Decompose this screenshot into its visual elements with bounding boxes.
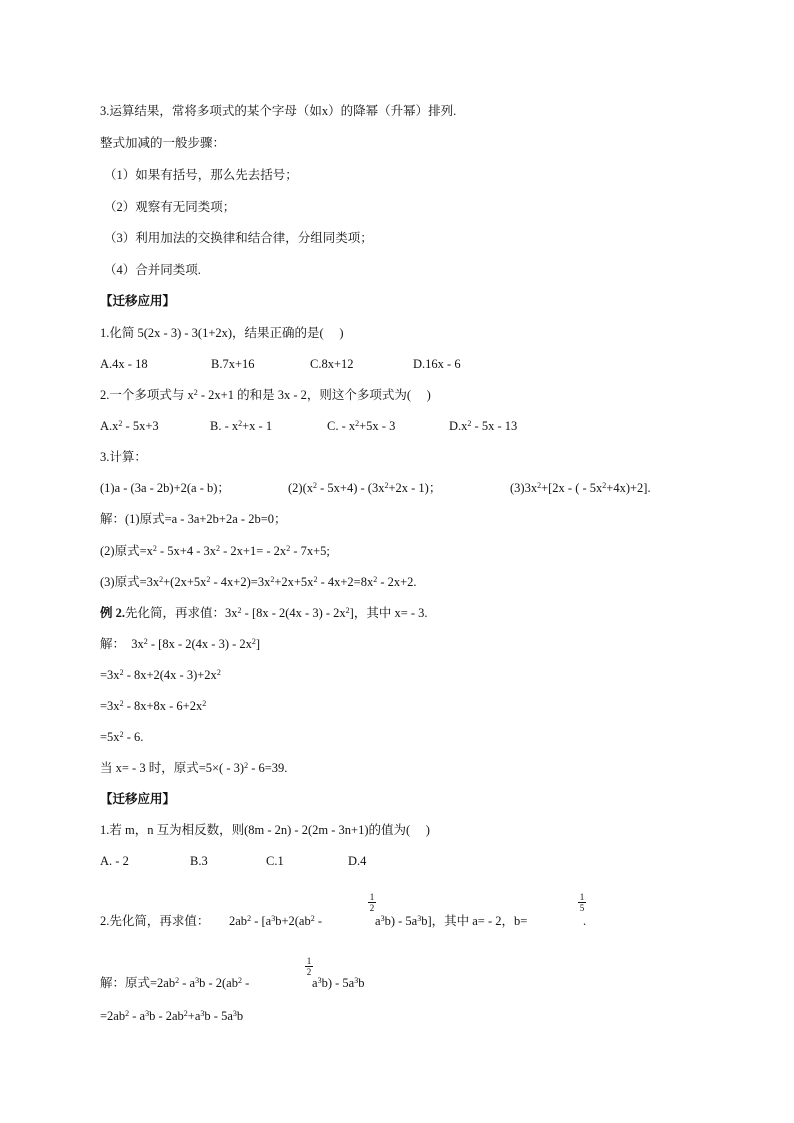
question-5-expr-a: $2ab^2 - [a^3b+2(ab^2$ -	[229, 914, 322, 928]
question-5-end: .	[583, 914, 587, 928]
option-a: A.4x - 18	[100, 357, 148, 371]
solution-2: (2)原式$=x^2 - 5x+4 - 3x^2 - 2x+1= - 2x^2 - 7x+5$;	[100, 544, 330, 558]
solution-3: (3)原式$=3x^2+(2x+5x^2 - 4x+2)=3x^2+2x+5x^2 - 4x+2=8x^2 - 2x+2$.	[100, 575, 417, 589]
question-5-expr-b: $a^3b) - 5a^3b$]，其中 a= - 2，b=	[375, 914, 528, 928]
example-2-result: 当 x= - 3 时，原式=5×( - 3)$^2$ - 6=39.	[100, 761, 288, 775]
step-3: （3）利用加法的交换律和结合律，分组同类项；	[104, 231, 373, 245]
question-5-solution-2: $=2ab^2 - a^3b - 2ab^2+a^3b - 5a^3b$	[100, 1009, 244, 1023]
fraction-one-half-2: 1 2	[306, 956, 312, 977]
steps-heading: 整式加减的一般步骤：	[100, 136, 226, 150]
example-2-step-4: $=5x^2 - 6$.	[100, 730, 144, 744]
question-5-solution-1b: $a^3b) - 5a^3b$	[312, 976, 365, 990]
step-2: （2）观察有无同类项；	[104, 200, 236, 214]
option-a: $A.x^2 - 5x+3$	[100, 419, 159, 433]
step-4: （4）合并同类项.	[104, 263, 201, 277]
option-d: D.4	[348, 854, 367, 868]
option-b: B.3	[190, 854, 208, 868]
question-3: 3.计算：	[100, 450, 147, 464]
fraction-one-half: 1 2	[369, 892, 375, 913]
example-2-step-1: 解： $3x^2 - [8x - 2(4x - 3) - 2x^2]$	[100, 637, 261, 651]
part-3: $(3)3x^2+[2x$ - ( - $5x^2+4x)+2$].	[510, 481, 651, 495]
rule-line-3: 3.运算结果，常将多项式的某个字母（如x）的降幂（升幂）排列.	[100, 104, 457, 118]
section-heading-transfer-1: 【迁移应用】	[100, 294, 176, 308]
option-c: C.1	[266, 854, 284, 868]
question-4: 1.若 m，n 互为相反数，则(8m - 2n) - 2(2m - 3n+1)的值为( )	[100, 823, 430, 837]
question-2: 2.一个多项式与 $x^2 - 2x+1$ 的和是 3x - 2，则这个多项式为( )	[100, 388, 431, 402]
option-c: C. - $x^2+5x - 3$	[327, 419, 396, 433]
example-2-step-2: $=3x^2 - 8x+2(4x - 3)+2x^2$	[100, 668, 221, 682]
fraction-one-fifth: 1 5	[579, 892, 585, 913]
question-1: 1.化简 5(2x - 3) - 3(1+2x)，结果正确的是( )	[100, 326, 344, 340]
solution-1: 解：(1)原式=a - 3a+2b+2a - 2b=0；	[100, 512, 287, 526]
section-heading-transfer-2: 【迁移应用】	[100, 792, 176, 806]
option-b: B.7x+16	[211, 357, 255, 371]
part-2: $(2)(x^2 - 5x+4) - (3x^2+2x - 1)$；	[288, 481, 442, 495]
example-2-step-3: $=3x^2 - 8x+8x - 6+2x^2$	[100, 699, 207, 713]
option-d: $D.x^2 - 5x - 13$	[449, 419, 518, 433]
question-5-solution-1a: 解：原式$=2ab^2 - a^3b - 2(ab^2$ -	[100, 976, 250, 990]
part-1: (1)a - (3a - 2b)+2(a - b)；	[100, 481, 230, 495]
option-b: B. - $x^2+x - 1$	[210, 419, 273, 433]
question-5-label: 2.先化简，再求值：	[100, 914, 210, 928]
example-2: 例 2.先化简，再求值：$3x^2 - [8x - 2(4x - 3) - 2x^2]$，其中 x= - 3.	[100, 606, 428, 620]
option-c: C.8x+12	[310, 357, 354, 371]
option-a: A. - 2	[100, 854, 129, 868]
option-d: D.16x - 6	[413, 357, 461, 371]
step-1: （1）如果有括号，那么先去括号；	[104, 168, 298, 182]
